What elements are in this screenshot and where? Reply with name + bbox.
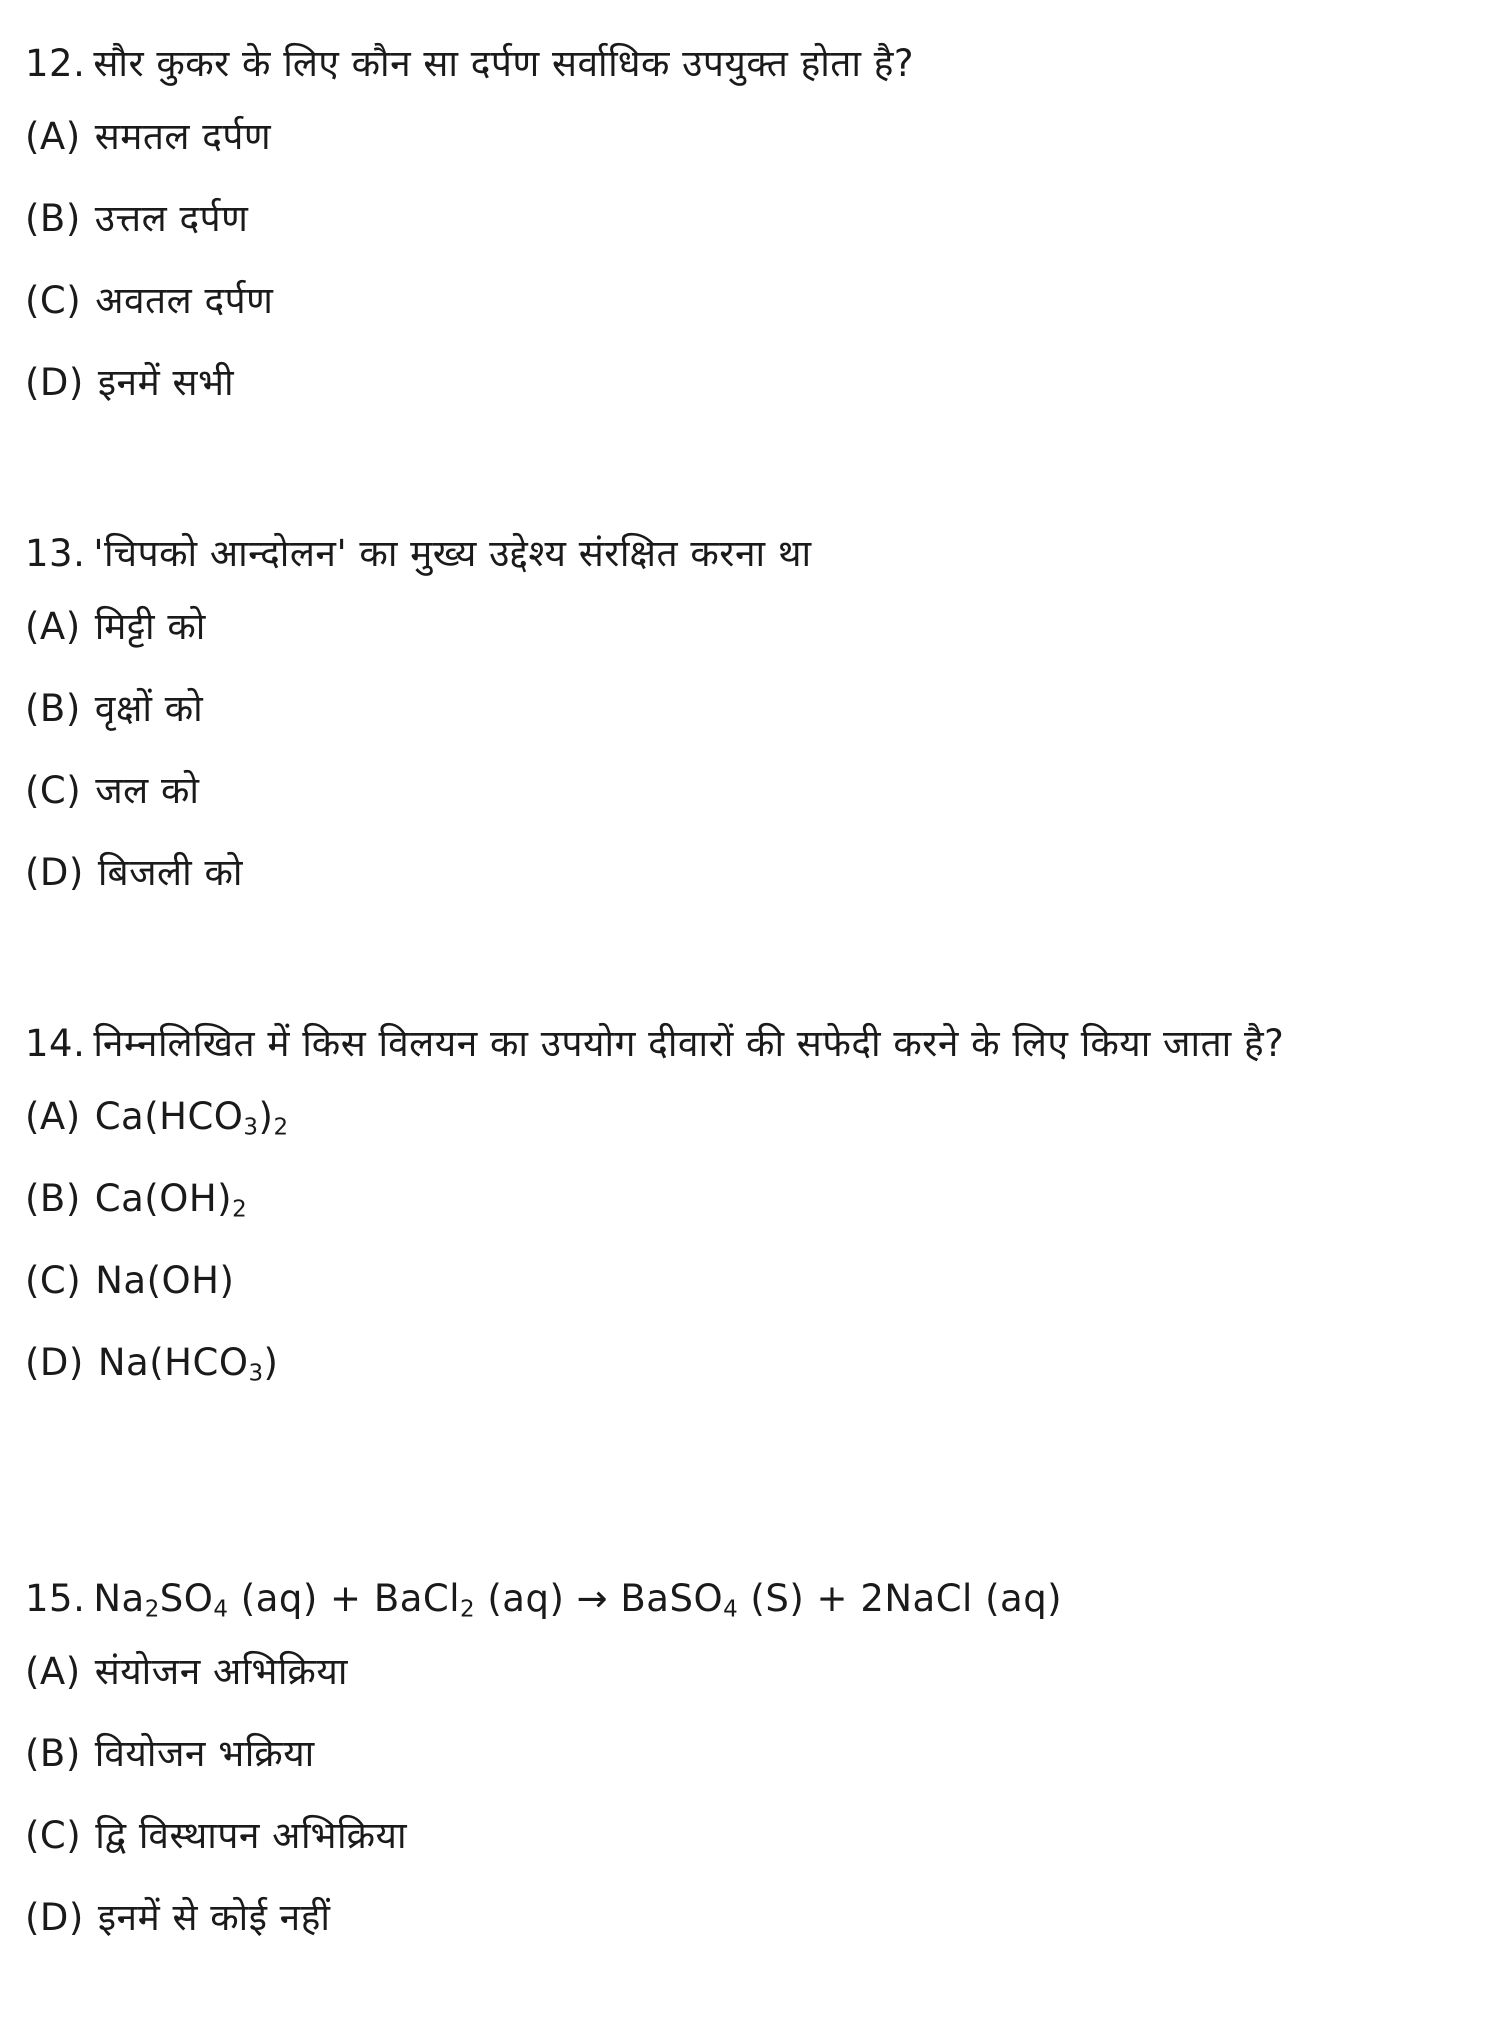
option-text: जल को — [95, 769, 200, 812]
question-number: 14. — [25, 1022, 86, 1065]
question-stem — [25, 522, 1480, 586]
option-key: (B) — [25, 1177, 81, 1220]
option-c[interactable] — [25, 1240, 1480, 1322]
option-key: (B) — [25, 1732, 81, 1775]
question-12 — [25, 32, 1480, 424]
option-text: उत्तल दर्पण — [94, 197, 249, 240]
option-c[interactable] — [25, 1795, 1480, 1877]
option-key: (C) — [25, 769, 82, 812]
option-key: (B) — [25, 197, 81, 240]
option-b[interactable] — [25, 668, 1480, 750]
question-number: 12. — [25, 42, 86, 85]
question-text: निम्नलिखित में किस विलयन का उपयोग दीवारों की सफेदी करने के लिए किया जाता है? — [93, 1022, 1285, 1065]
question-stem — [25, 1567, 1480, 1631]
option-key: (A) — [25, 605, 81, 648]
option-key: (A) — [25, 1650, 81, 1693]
option-d[interactable] — [25, 342, 1480, 424]
option-text: बिजली को — [97, 851, 243, 894]
option-d[interactable] — [25, 1322, 1480, 1404]
question-stem — [25, 32, 1480, 96]
option-key: (D) — [25, 851, 84, 894]
question-number: 15. — [25, 1577, 86, 1620]
option-a[interactable] — [25, 586, 1480, 668]
question-text: 'चिपको आन्दोलन' का मुख्य उद्देश्य संरक्षित करना था — [93, 532, 812, 575]
option-text: वियोजन भक्रिया — [94, 1732, 315, 1775]
chem-formula: $Ca(HCO_3)_2$ — [94, 1095, 289, 1141]
option-text: अवतल दर्पण — [95, 279, 274, 322]
option-key: (D) — [25, 361, 84, 404]
option-key: (B) — [25, 687, 81, 730]
option-key: (C) — [25, 279, 82, 322]
option-key: (C) — [25, 1814, 82, 1857]
option-text: संयोजन अभिक्रिया — [94, 1650, 348, 1693]
option-b[interactable] — [25, 1713, 1480, 1795]
option-key: (A) — [25, 115, 81, 158]
option-text: इनमें सभी — [97, 361, 235, 404]
option-key: (A) — [25, 1095, 81, 1138]
option-b[interactable] — [25, 178, 1480, 260]
option-text: समतल दर्पण — [94, 115, 272, 158]
option-a[interactable] — [25, 1076, 1480, 1158]
option-text: द्वि विस्थापन अभिक्रिया — [95, 1814, 408, 1857]
question-text: सौर कुकर के लिए कौन सा दर्पण सर्वाधिक उपयुक्त होता है? — [93, 42, 915, 85]
option-text: वृक्षों को — [94, 687, 204, 730]
question-stem — [25, 1012, 1480, 1076]
question-14 — [25, 1012, 1480, 1404]
option-c[interactable] — [25, 260, 1480, 342]
option-text: मिट्टी को — [94, 605, 206, 648]
option-d[interactable] — [25, 1877, 1480, 1959]
question-15 — [25, 1567, 1480, 1959]
question-number: 13. — [25, 532, 86, 575]
option-key: (C) — [25, 1259, 82, 1302]
chem-formula: $Ca(OH)_2$ — [94, 1177, 248, 1223]
option-a[interactable] — [25, 96, 1480, 178]
option-key: (D) — [25, 1341, 84, 1384]
option-text: इनमें से कोई नहीं — [97, 1896, 331, 1939]
chem-formula: $Na(HCO_3)$ — [97, 1341, 279, 1387]
chemical-equation: $Na_2SO_4$ (aq) + BaCl$_2$ (aq) → BaSO$_4$ (S) + 2NaCl (aq) — [93, 1577, 1063, 1623]
chem-formula: Na(OH) — [95, 1259, 235, 1302]
option-b[interactable] — [25, 1158, 1480, 1240]
option-a[interactable] — [25, 1631, 1480, 1713]
question-13 — [25, 522, 1480, 914]
option-c[interactable] — [25, 750, 1480, 832]
option-d[interactable] — [25, 832, 1480, 914]
option-key: (D) — [25, 1896, 84, 1939]
